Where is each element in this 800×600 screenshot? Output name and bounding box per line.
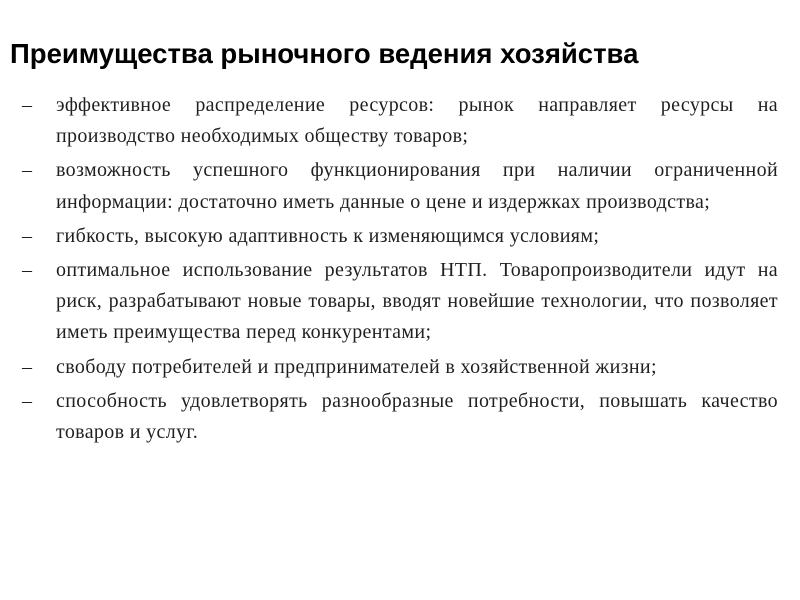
slide-title: Преимущества рыночного ведения хозяйства <box>10 38 639 69</box>
dash-bullet-icon: – <box>22 389 33 412</box>
list-item <box>22 221 778 252</box>
list-item-text: оптимальное использование результатов НТП. Товаропроизводители идут на риск, разрабатывают новые товары, вводят новейшие технологии, что позволяет иметь преимущества перед конкурентами; <box>56 259 778 344</box>
dash-bullet-icon: – <box>22 259 33 282</box>
list-item <box>22 352 778 383</box>
list-item <box>22 255 778 349</box>
bullet-list <box>22 90 778 451</box>
list-item-text: эффективное распределение ресурсов: рынок направляет ресурсы на производство необходимых обществу товаров; <box>56 94 778 148</box>
list-item-text: свободу потребителей и предпринимателей в хозяйственной жизни; <box>56 355 657 378</box>
list-item <box>22 155 778 217</box>
list-item <box>22 90 778 152</box>
dash-bullet-icon: – <box>22 224 33 247</box>
list-item-text: гибкость, высокую адаптивность к изменяющимся условиям; <box>56 224 600 247</box>
list-item-text: способность удовлетворять разнообразные потребности, повышать качество товаров и услуг. <box>56 389 778 444</box>
list-item-text: возможность успешного функционирования при наличии ограниченной информации: достаточно иметь данные о цене и издержках производства; <box>56 159 778 213</box>
dash-bullet-icon: – <box>22 355 33 378</box>
list-item <box>22 386 778 448</box>
dash-bullet-icon: – <box>22 94 33 116</box>
dash-bullet-icon: – <box>22 159 33 182</box>
